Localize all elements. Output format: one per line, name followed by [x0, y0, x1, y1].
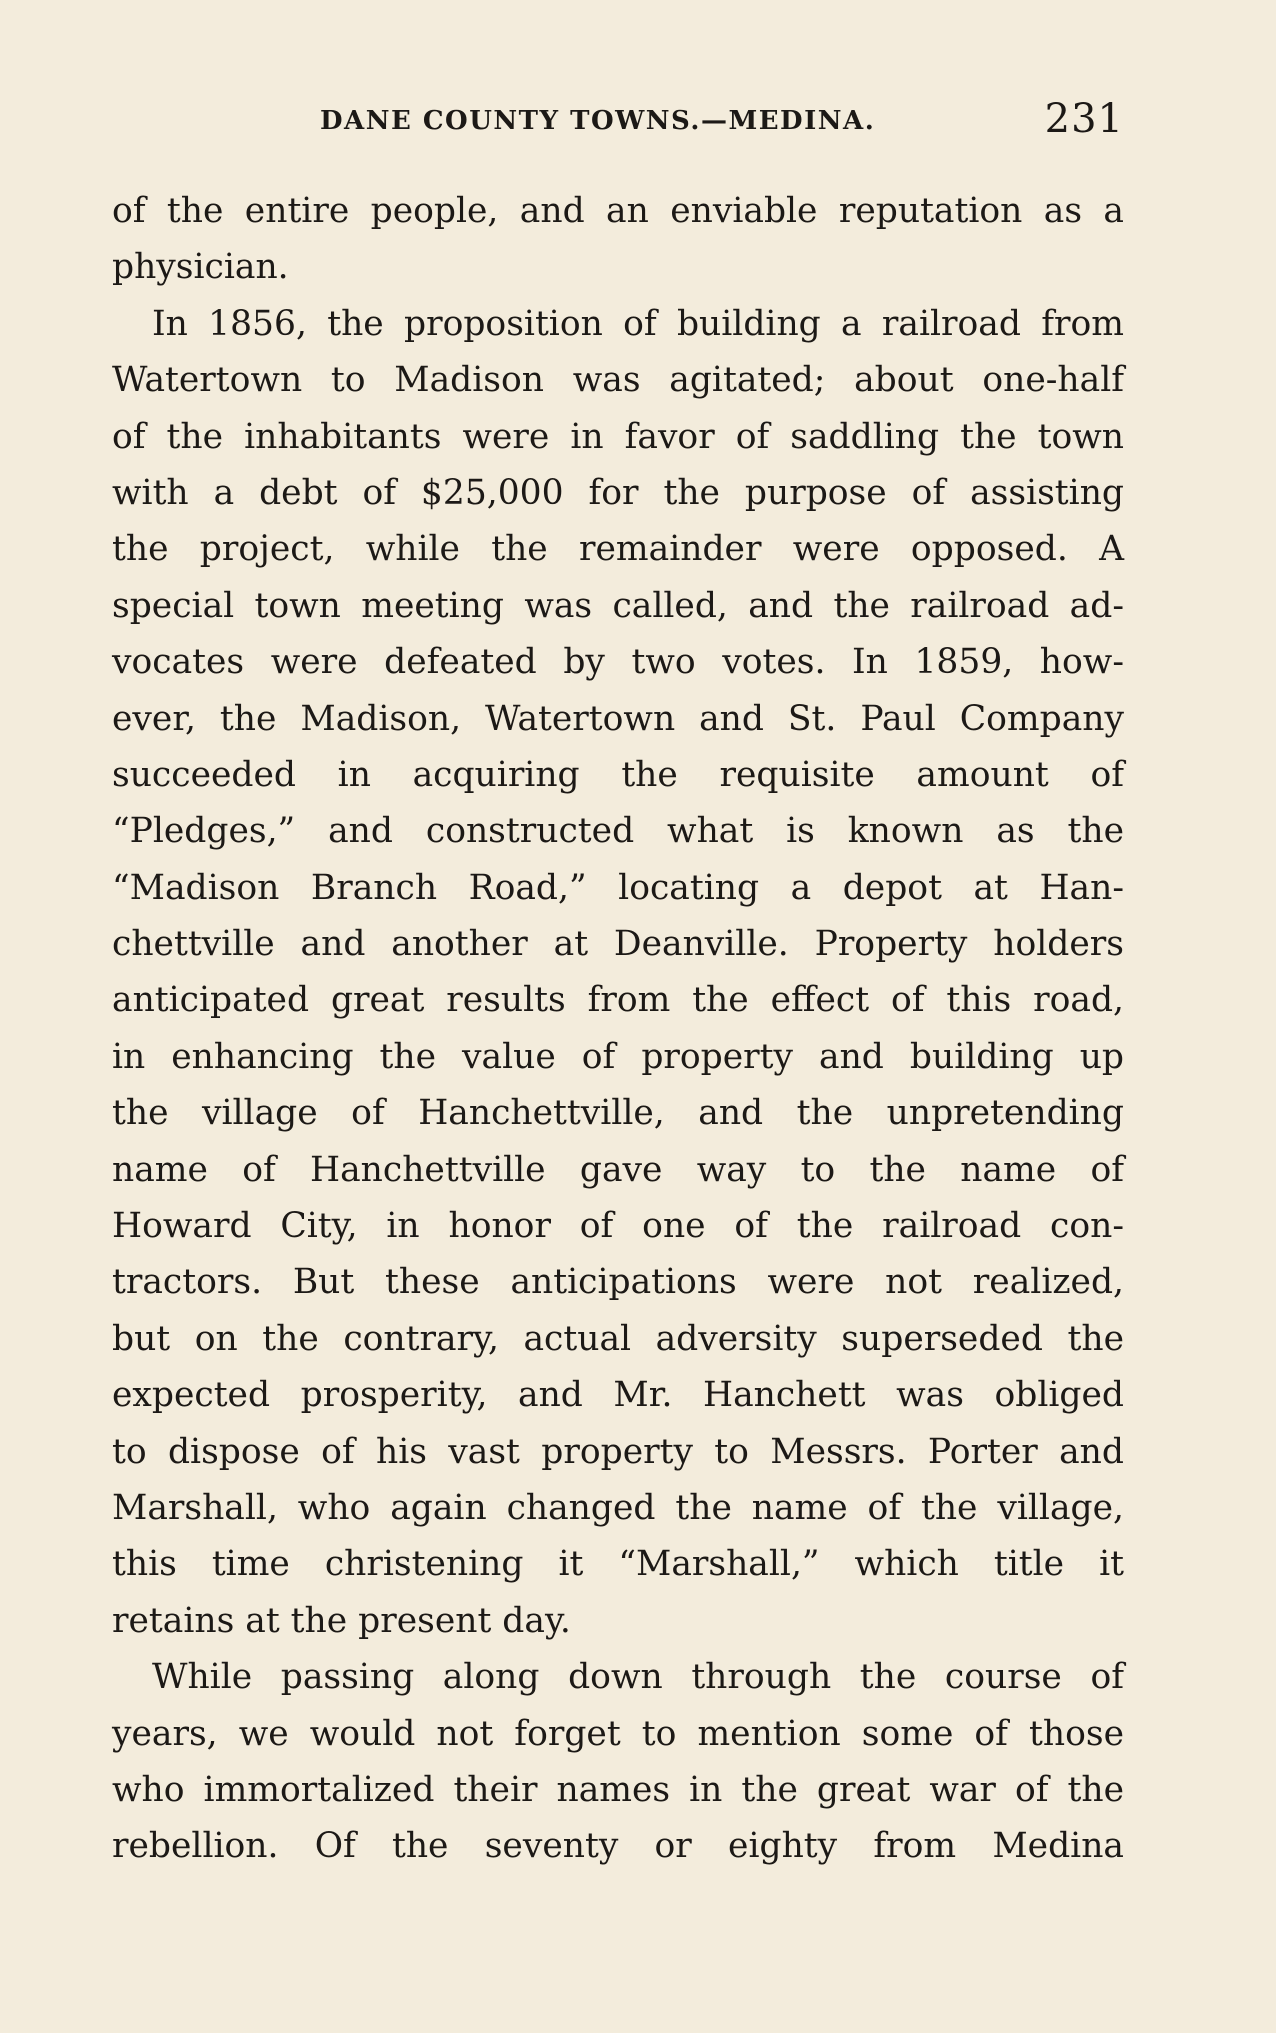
text-line: to dispose of his vast property to Messrs. Porter and: [112, 1431, 1124, 1472]
body-text: [112, 183, 1124, 1875]
text-line: Marshall, who again changed the name of the village,: [112, 1487, 1124, 1528]
text-line: years, we would not forget to mention some of those: [112, 1713, 1124, 1754]
text-line: with a debt of $25,000 for the purpose of assisting: [112, 472, 1124, 513]
text-line: tractors. But these anticipations were not realized,: [112, 1262, 1124, 1303]
text-line: physician.: [112, 247, 289, 288]
text-line: the project, while the remainder were opposed. A: [112, 529, 1124, 570]
page-number: 231: [1044, 96, 1124, 142]
text-line: this time christening it “Marshall,” which title it: [112, 1544, 1124, 1585]
text-line: in enhancing the value of property and building up: [112, 1036, 1124, 1077]
text-line: retains at the present day.: [112, 1600, 571, 1641]
text-line: special town meeting was called, and the railroad ad-: [112, 585, 1124, 626]
running-title: DANE COUNTY TOWNS.—MEDINA.: [320, 106, 876, 136]
text-line: “Pledges,” and constructed what is known as the: [112, 811, 1124, 852]
text-line: name of Hanchettville gave way to the name of: [112, 1149, 1124, 1190]
text-line: who immortalized their names in the great war of the: [112, 1769, 1124, 1810]
text-line: “Madison Branch Road,” locating a depot at Han-: [112, 867, 1124, 908]
text-line: but on the contrary, actual adversity superseded the: [112, 1318, 1124, 1359]
text-line: Howard City, in honor of one of the railroad con-: [112, 1206, 1124, 1247]
text-line: Watertown to Madison was agitated; about one-half: [112, 360, 1124, 401]
running-head: [112, 96, 1124, 140]
paragraph-first-line: In 1856, the proposition of building a railroad from: [152, 303, 1124, 344]
paragraph-first-line: While passing along down through the course of: [152, 1657, 1124, 1698]
text-line: of the entire people, and an enviable reputation as a: [112, 191, 1124, 231]
text-line: of the inhabitants were in favor of saddling the town: [112, 416, 1124, 457]
text-line: expected prosperity, and Mr. Hanchett was obliged: [112, 1375, 1124, 1416]
text-line: the village of Hanchettville, and the unpretending: [112, 1093, 1124, 1134]
text-line: ever, the Madison, Watertown and St. Paul Company: [112, 698, 1124, 739]
text-line: succeeded in acquiring the requisite amount of: [112, 754, 1124, 795]
text-line: vocates were defeated by two votes. In 1859, how-: [112, 642, 1124, 683]
text-line: anticipated great results from the effect of this road,: [112, 980, 1124, 1021]
text-line: chettville and another at Deanville. Property holders: [112, 924, 1124, 965]
text-line: rebellion. Of the seventy or eighty from Medina: [112, 1826, 1124, 1867]
